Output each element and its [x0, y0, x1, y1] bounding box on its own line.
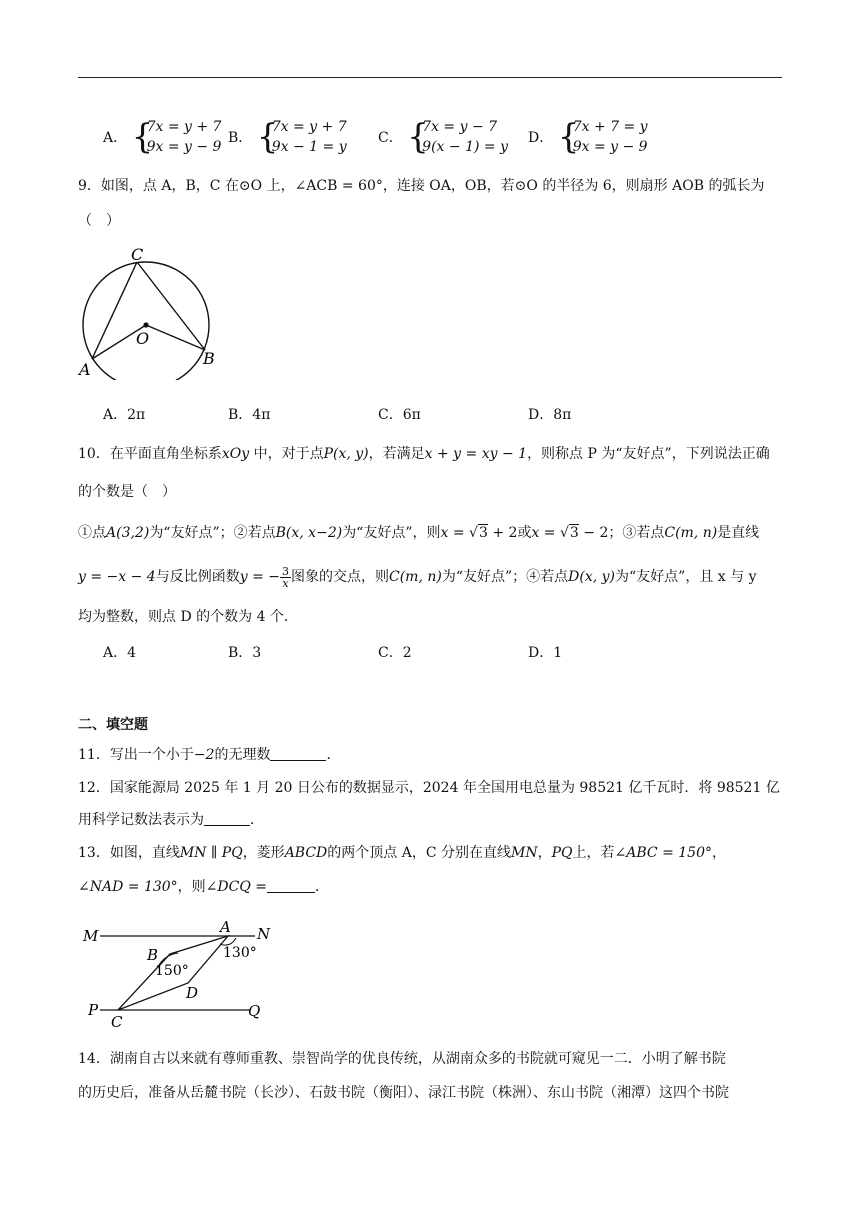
q10-line-2: 的个数是（ ） — [78, 484, 176, 500]
label-c: C — [131, 245, 144, 264]
q9-line-1: 9．如图，点 A，B，C 在⊙O 上，∠ACB = 60°，连接 OA，OB，若⊙O 的半径为 6，则扇形 AOB 的弧长为 — [78, 178, 765, 194]
q13-line-2: ∠NAD = 130°，则∠DCQ = ． — [78, 879, 329, 895]
section-heading: 二、填空题 — [78, 717, 148, 733]
q9-line-2: （ ） — [78, 213, 120, 229]
label-b: B — [203, 349, 215, 368]
label-q: Q — [248, 1002, 261, 1020]
circle-o — [83, 262, 209, 380]
q9-option-a: A．2π — [103, 407, 146, 423]
q9-option-d: D．8π — [528, 407, 572, 423]
q8-option-d: D． { 7x + 7 = y 9x = y − 9 — [528, 117, 648, 157]
label-n: N — [257, 925, 271, 943]
label-a: A — [220, 918, 231, 936]
label-a: A — [79, 360, 91, 379]
q10-line-4: y = −x − 4与反比例函数y = − $\frac{3}{x}$ 图象的交点，则C(m, n)为“友好点”；④若点D(x, y)为“友好点”，且 x 与 y — [78, 564, 757, 590]
label-d: D — [186, 984, 199, 1002]
q10-option-c: C．2 — [378, 645, 412, 661]
q9-circle-figure — [76, 244, 226, 380]
q10-option-d: D．1 — [528, 645, 563, 661]
q10-option-a: A．4 — [103, 645, 137, 661]
q8-option-a: A． { 7x = y + 7 9x = y − 9 — [103, 117, 222, 157]
q10-line-5: 均为整数，则点 D 的个数为 4 个． — [78, 609, 298, 625]
q8-option-b: B． { 7x = y + 7 9x − 1 = y — [228, 117, 347, 157]
label-o: O — [136, 329, 150, 348]
q11-answer-blank[interactable] — [270, 746, 326, 761]
label-150: 150° — [155, 963, 189, 979]
q12-line-1: 12．国家能源局 2025 年 1 月 20 日公布的数据显示，2024 年全国用电总量为 98521 亿千瓦时．将 98521 亿 — [78, 780, 780, 796]
q10-option-b: B．3 — [228, 645, 262, 661]
label-b: B — [147, 946, 159, 964]
header-rule — [78, 77, 782, 78]
center-dot — [143, 322, 148, 327]
q14-line-2: 的历史后，准备从岳麓书院（长沙）、石鼓书院（衡阳）、渌江书院（株洲）、东山书院（湘潭）这四个书院 — [78, 1085, 729, 1101]
q10-line-3: ①点A(3,2)为“友好点”；②若点B(x, x−2)为“友好点”，则x = √3 + 2或x = √3 − 2；③若点C(m, n)是直线 — [78, 525, 760, 541]
q9-option-b: B．4π — [228, 407, 271, 423]
q14-line-1: 14．湖南自古以来就有尊师重教、崇智尚学的优良传统，从湖南众多的书院就可窥见一二．小明了解书院 — [78, 1051, 726, 1067]
q13-line-1: 13．如图，直线MN ∥ PQ，菱形ABCD的两个顶点 A，C 分别在直线MN，PQ上，若∠ABC = 150°， — [78, 845, 726, 861]
label-m: M — [83, 927, 99, 945]
q10-line-1: 10．在平面直角坐标系xOy 中，对于点P(x, y)，若满足x + y = xy − 1，则称点 P 为“友好点”，下列说法正确 — [78, 446, 770, 462]
q11-line: 11．写出一个小于−2的无理数 ． — [78, 747, 341, 763]
q12-line-2: 用科学记数法表示为 ． — [78, 812, 264, 828]
q9-option-c: C．6π — [378, 407, 421, 423]
q12-answer-blank[interactable] — [204, 811, 250, 826]
label-c: C — [111, 1013, 123, 1031]
q8-option-c: C． { 7x = y − 7 9(x − 1) = y — [378, 117, 508, 157]
q13-rhombus-figure — [80, 917, 280, 1032]
label-130: 130° — [223, 945, 257, 961]
label-p: P — [88, 1001, 99, 1019]
q13-answer-blank[interactable] — [267, 878, 315, 893]
